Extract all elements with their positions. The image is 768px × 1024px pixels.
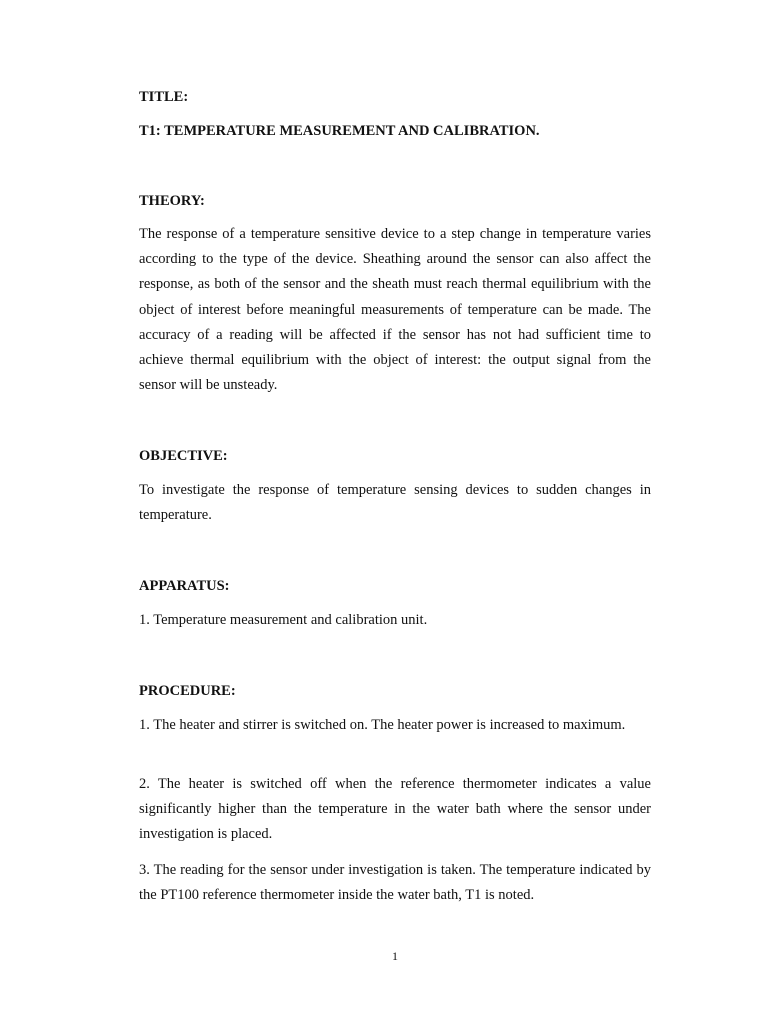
procedure-heading: PROCEDURE:: [139, 683, 236, 699]
apparatus-heading: APPARATUS:: [139, 578, 230, 594]
objective-paragraph: To investigate the response of temperature sensing devices to sudden changes in temperature.: [139, 482, 651, 524]
procedure-step: 1. The heater and stirrer is switched on. The heater power is increased to maximum.: [139, 717, 626, 733]
apparatus-item: 1. Temperature measurement and calibration unit.: [139, 612, 428, 628]
title-label: TITLE:: [139, 89, 189, 105]
theory-heading: THEORY:: [139, 193, 205, 209]
objective-heading: OBJECTIVE:: [139, 448, 228, 464]
document-title: T1: TEMPERATURE MEASUREMENT AND CALIBRATION.: [139, 123, 540, 139]
page-number: 1: [392, 949, 398, 963]
theory-paragraph: The response of a temperature sensitive device to a step change in temperature varies according to the type of the device. Sheathing around the sensor can also affect the response, as both of the sensor and the sheath must reach thermal equilibrium with the object of interest before meaningful measurements of temperature can be made. The accuracy of a reading will be affected if the sensor has not had sufficient time to achieve thermal equilibrium with the object of interest: the output signal from the sensor will be unsteady.: [139, 226, 651, 394]
procedure-step: 3. The reading for the sensor under investigation is taken. The temperature indicated by the PT100 reference thermometer inside the water bath, T1 is noted.: [139, 862, 651, 904]
procedure-step: 2. The heater is switched off when the reference thermometer indicates a value significantly higher than the temperature in the water bath where the sensor under investigation is placed.: [139, 776, 651, 843]
